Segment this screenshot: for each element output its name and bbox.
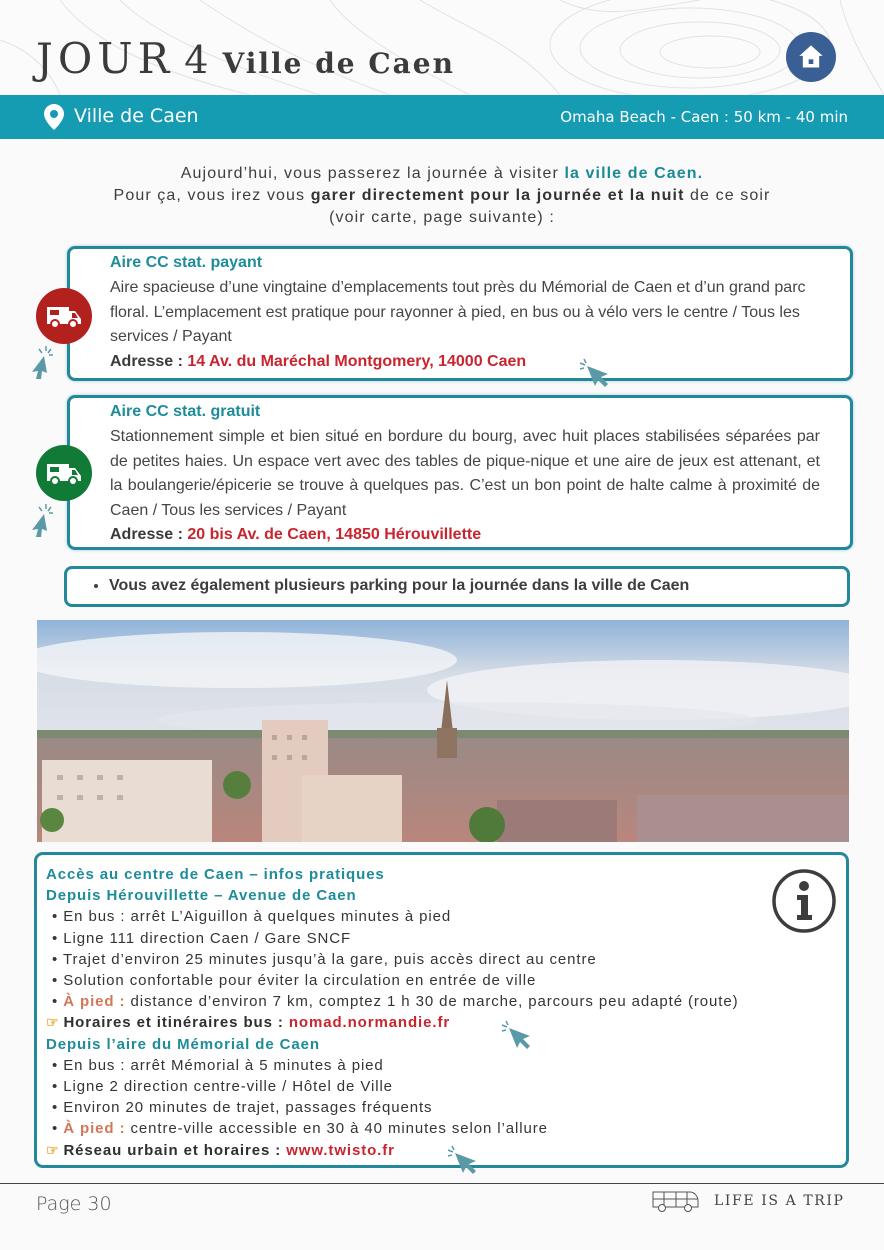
list-item: • Ligne 2 direction centre-ville / Hôtel de Ville (52, 1078, 393, 1096)
practical-info-box (34, 852, 849, 1168)
area-body (110, 276, 820, 374)
list-item: • En bus : arrêt Mémorial à 5 minutes à pied (52, 1056, 384, 1074)
day-label: JOUR (36, 34, 175, 83)
list-item: • Trajet d’environ 25 minutes jusqu’à la gare, puis accès direct au centre (52, 950, 597, 968)
camper-van-icon (45, 303, 83, 329)
list-item: • Ligne 111 direction Caen / Gare SNCF (52, 929, 352, 947)
address-link[interactable]: 20 bis Av. de Caen, 14850 Hérouvillette (187, 526, 482, 543)
page-number: Page 30 (36, 1193, 112, 1215)
van-icon (650, 1189, 700, 1213)
nomad-link[interactable]: nomad.normandie.fr (288, 1014, 451, 1032)
caen-panorama-photo (37, 620, 849, 842)
info-icon (771, 868, 837, 934)
list-item-walk: • À pied : distance d’environ 7 km, comptez 1 h 30 de marche, parcours peu adapté (route) (52, 993, 739, 1011)
area-card-free (67, 395, 853, 550)
section-heading-memorial: Depuis l’aire du Mémorial de Caen (46, 1035, 320, 1053)
click-cursor-icon (28, 502, 56, 538)
list-item: • En bus : arrêt L’Aiguillon à quelques minutes à pied (52, 908, 452, 926)
list-item-walk: • À pied : centre-ville accessible en 30 à 40 minutes selon l’allure (52, 1120, 548, 1138)
area-card-paid (67, 246, 853, 381)
camper-van-icon (45, 460, 83, 486)
pointing-hand-icon: ☞ (46, 1014, 60, 1031)
parking-note-text: • Vous avez également plusieurs parking pour la journée dans la ville de Caen (109, 577, 689, 595)
list-item: • Solution confortable pour éviter la circulation en entrée de ville (52, 972, 537, 990)
home-icon (797, 43, 825, 71)
day-place: Ville de Caen (222, 47, 455, 80)
area-body (110, 425, 820, 548)
twisto-link[interactable]: www.twisto.fr (286, 1141, 395, 1159)
info-title: Accès au centre de Caen – infos pratiques (46, 866, 385, 883)
camper-badge-free[interactable] (36, 445, 92, 501)
banner-route: Omaha Beach - Caen : 50 km - 40 min (560, 108, 848, 126)
intro-line2-suffix: de ce soir (684, 187, 771, 204)
area-description: Aire spacieuse d’une vingtaine d’emplacements tout près du Mémorial de Caen et d’un grand parc floral. L’emplacement est pratique pour rayonner à pied, en bus ou à vélo vers le centre / Tous les services / Payant (110, 279, 806, 345)
intro-bold: garer directement pour la journée et la nuit (310, 187, 685, 204)
brand-name: LIFE IS A TRIP (714, 1193, 845, 1209)
intro-highlight: la ville de Caen. (564, 165, 704, 182)
intro-line2: Pour ça, vous irez vous (113, 187, 311, 204)
bus-schedule-line: ☞ Horaires et itinéraires bus : nomad.normandie.fr (46, 1014, 451, 1032)
page-title (36, 34, 455, 83)
brand-logo (650, 1189, 845, 1213)
area-title: Aire CC stat. payant (110, 254, 263, 271)
click-cursor-icon (500, 1020, 534, 1052)
list-item: • Environ 20 minutes de trajet, passages fréquents (52, 1099, 433, 1117)
intro-line3: (voir carte, page suivante) : (329, 209, 555, 226)
intro-text (0, 163, 884, 229)
area-address[interactable]: Adresse : 20 bis Av. de Caen, 14850 Hérouvillette (110, 526, 482, 543)
click-cursor-icon (28, 344, 56, 380)
home-button[interactable] (786, 32, 836, 82)
footer-divider (0, 1183, 884, 1184)
parking-note (64, 566, 850, 607)
area-title: Aire CC stat. gratuit (110, 403, 261, 420)
intro-line1: Aujourd’hui, vous passerez la journée à visiter (180, 165, 565, 182)
urban-network-line: ☞ Réseau urbain et horaires : www.twisto.fr (46, 1141, 395, 1159)
day-number: 4 (184, 38, 209, 82)
banner-location: Ville de Caen (74, 105, 199, 127)
area-description: Stationnement simple et bien situé en bordure du bourg, avec huit places stabilisées séparées par de petites haies. Un espace vert avec des tables de pique-nique et une aire de jeux est attenant, et la boulangerie/épicerie se trouve à quelques pas. C’est un bon point de halte calme à proximité de Caen / Tous les services / Payant (110, 428, 820, 519)
click-cursor-icon (446, 1145, 480, 1177)
location-banner (0, 95, 884, 139)
map-pin-icon (44, 104, 64, 130)
click-cursor-icon (578, 358, 612, 388)
pointing-hand-icon: ☞ (46, 1141, 60, 1158)
practical-info-content (46, 864, 739, 1161)
camper-badge-paid[interactable] (36, 288, 92, 344)
area-address[interactable]: Adresse : 14 Av. du Maréchal Montgomery, 14000 Caen (110, 352, 527, 370)
address-link[interactable]: 14 Av. du Maréchal Montgomery, 14000 Caen (187, 352, 527, 370)
section-heading-herouvillette: Depuis Hérouvillette – Avenue de Caen (46, 887, 357, 905)
